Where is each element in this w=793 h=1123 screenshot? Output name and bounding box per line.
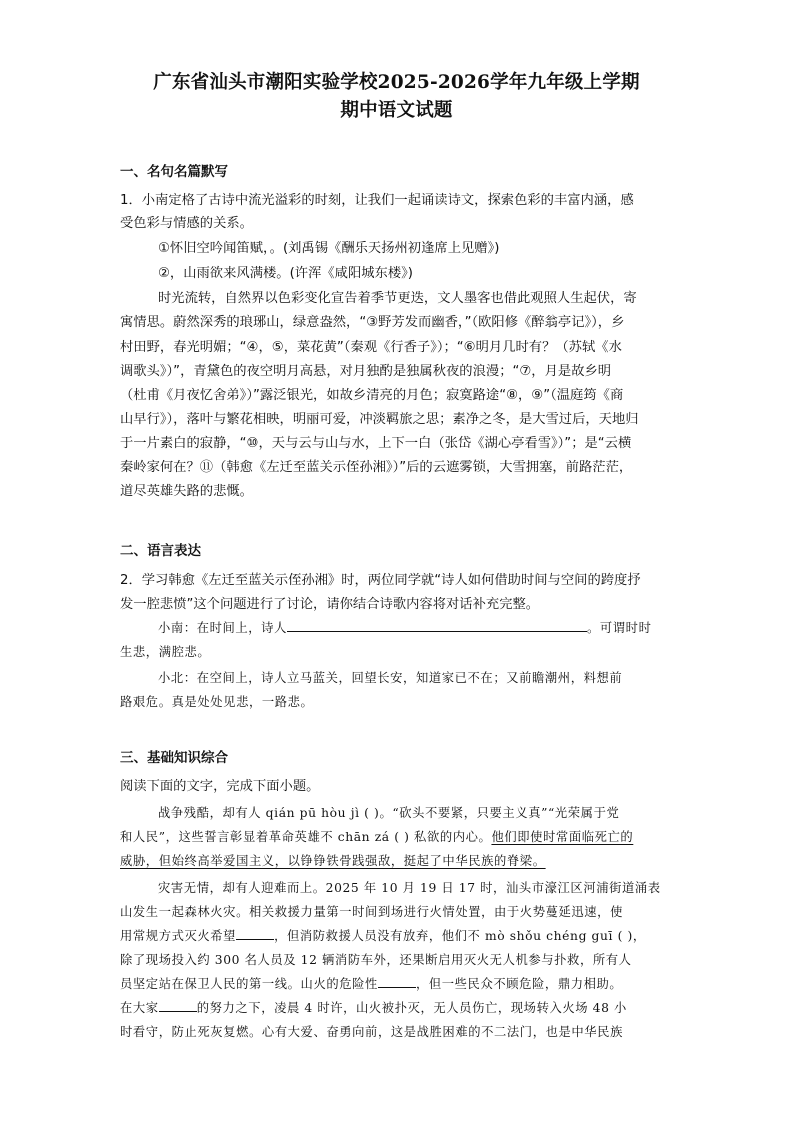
passage-line: [120, 998, 680, 1018]
q1-blank-1: ①怀旧空吟闻笛赋，。(刘禹锡《酬乐天扬州初逢席上见赠》): [158, 241, 500, 256]
passage-line: 山发生一起森林火灾。相关救援力量第一时间到场进行火情处置，由于火势蔓延迅速，使: [120, 905, 623, 919]
answer-blank[interactable]: [378, 974, 416, 988]
exam-title-line2: 期中语文试题: [340, 100, 453, 121]
q1-paragraph-line: 秦岭家何在？⑪（韩愈《左迁至蓝关示侄孙湘》）”后的云遮雾锁，大雪拥塞，前路茫茫，: [120, 460, 633, 475]
q1-paragraph-line: （杜甫《月夜忆舍弟》）”露泛银光，如故乡清亮的月色；寂寞路途“⑧，⑨”（温庭筠《商: [120, 388, 624, 403]
q1-paragraph-line: 于一片素白的寂静，“⑩，天与云与山与水，上下一白（张岱《湖心亭看雪》）”；是“云横: [120, 436, 632, 451]
xiaonan-prefix: 小南：在时间上，诗人: [158, 621, 287, 635]
q1-paragraph-line: 时光流转，自然界以色彩变化宣告着季节更迭，文人墨客也借此观照人生起伏，寄: [158, 291, 637, 306]
passage-line: [120, 926, 680, 946]
q2-line: 发一腔悲愤”这个问题进行了讨论，请你结合诗歌内容将对话补充完整。: [120, 597, 540, 612]
q1-paragraph-line: 村田野，春光明媚；“④，⑤，菜花黄”（秦观《行香子》）；“⑥明月几时有？（苏轼《水: [120, 340, 622, 355]
passage-line: 灾害无情，却有人迎难而上。2025 年 10 月 19 日 17 时，汕头市濠江区河浦街道涌表: [158, 881, 661, 895]
passage-line: [120, 827, 680, 847]
passage-line: 时看守，防止死灰复燃。心有大爱、奋勇向前，这是战胜困难的不二法门，也是中华民族: [120, 1025, 623, 1039]
section3-heading: 三、基础知识综合: [120, 750, 228, 766]
passage-text: ，但一些民众不顾危险，鼎力相助。: [415, 977, 623, 991]
passage-text: ，但消防救援人员没有放弃，他们不 mò shǒu chéng guī ( )，: [274, 929, 646, 943]
xiaonan-suffix: 。可谓时时: [586, 621, 652, 635]
dialogue-xiaobei: 小北：在空间上，诗人立马蓝关，回望长安，知道家已不在；又前瞻潮州，料想前: [158, 671, 623, 685]
passage-line: 战争残酷，却有人 qián pū hòu jì ( )。“砍头不要紧，只要主义真”“光荣属于党: [158, 806, 620, 820]
passage-text: 员坚定站在保卫人民的第一线。山火的危险性: [120, 977, 378, 991]
answer-blank[interactable]: [159, 998, 197, 1012]
q1-paragraph-line: 道尽英雄失路的悲慨。: [120, 484, 253, 499]
answer-blank[interactable]: [287, 618, 587, 632]
passage-line: 除了现场投入约 300 名人员及 12 辆消防车外，还果断启用灭火无人机参与扑救，所有人: [120, 953, 632, 967]
q1-line: 受色彩与情感的关系。: [120, 216, 253, 231]
q1-paragraph-line: 寓情思。蔚然深秀的琅琊山，绿意盎然，“③野芳发而幽香，”（欧阳修《醉翁亭记》），乡: [120, 315, 625, 330]
answer-blank[interactable]: [236, 926, 274, 940]
reading-instruction: 阅读下面的文字，完成下面小题。: [120, 779, 320, 794]
exam-title-line1: 广东省汕头市潮阳实验学校2025-2026学年九年级上学期: [153, 72, 640, 93]
q1-paragraph-line: 山早行》），落叶与繁花相映，明丽可爱，冲淡羁旅之思；素净之冬，是大雪过后，天地归: [120, 412, 639, 427]
q2-line: 2．学习韩愈《左迁至蓝关示侄孙湘》时，两位同学就“诗人如何借助时间与空间的跨度抒: [120, 573, 641, 588]
passage-text: 和人民”，这些誓言彰显着革命英雄不 chān zá ( ) 私欲的内心。: [120, 830, 492, 844]
passage-text: 的努力之下，凌晨 4 时许，山火被扑灭，无人员伤亡，现场转入火场 48 小: [196, 1001, 627, 1015]
dialogue-xiaonan-cont: 生悲，满腔悲。: [120, 645, 211, 659]
underlined-sentence: 威胁，但始终高举爱国主义，以铮铮铁骨践强敌，挺起了中华民族的脊梁。: [120, 854, 546, 868]
dialogue-xiaonan: [158, 618, 678, 638]
underlined-sentence: 他们即使时常面临死亡的: [491, 830, 634, 844]
passage-text: 用常规方式灭火希望: [120, 929, 237, 943]
section2-heading: 二、语言表达: [120, 543, 201, 559]
section1-heading: 一、名句名篇默写: [120, 164, 228, 180]
dialogue-xiaobei-cont: 路艰危。真是处处见悲，一路悲。: [120, 695, 314, 709]
q1-blank-2: ②，山雨欲来风满楼。(许浑《咸阳城东楼》): [158, 266, 413, 281]
passage-line: [120, 974, 680, 994]
q1-line: 1．小南定格了古诗中流光溢彩的时刻，让我们一起诵读诗文，探索色彩的丰富内涵，感: [120, 193, 634, 208]
passage-text: 在大家: [120, 1001, 159, 1015]
q1-paragraph-line: 调歌头》）”，青黛色的夜空明月高悬，对月独酌是独属秋夜的浪漫；“⑦，月是故乡明: [120, 364, 612, 379]
